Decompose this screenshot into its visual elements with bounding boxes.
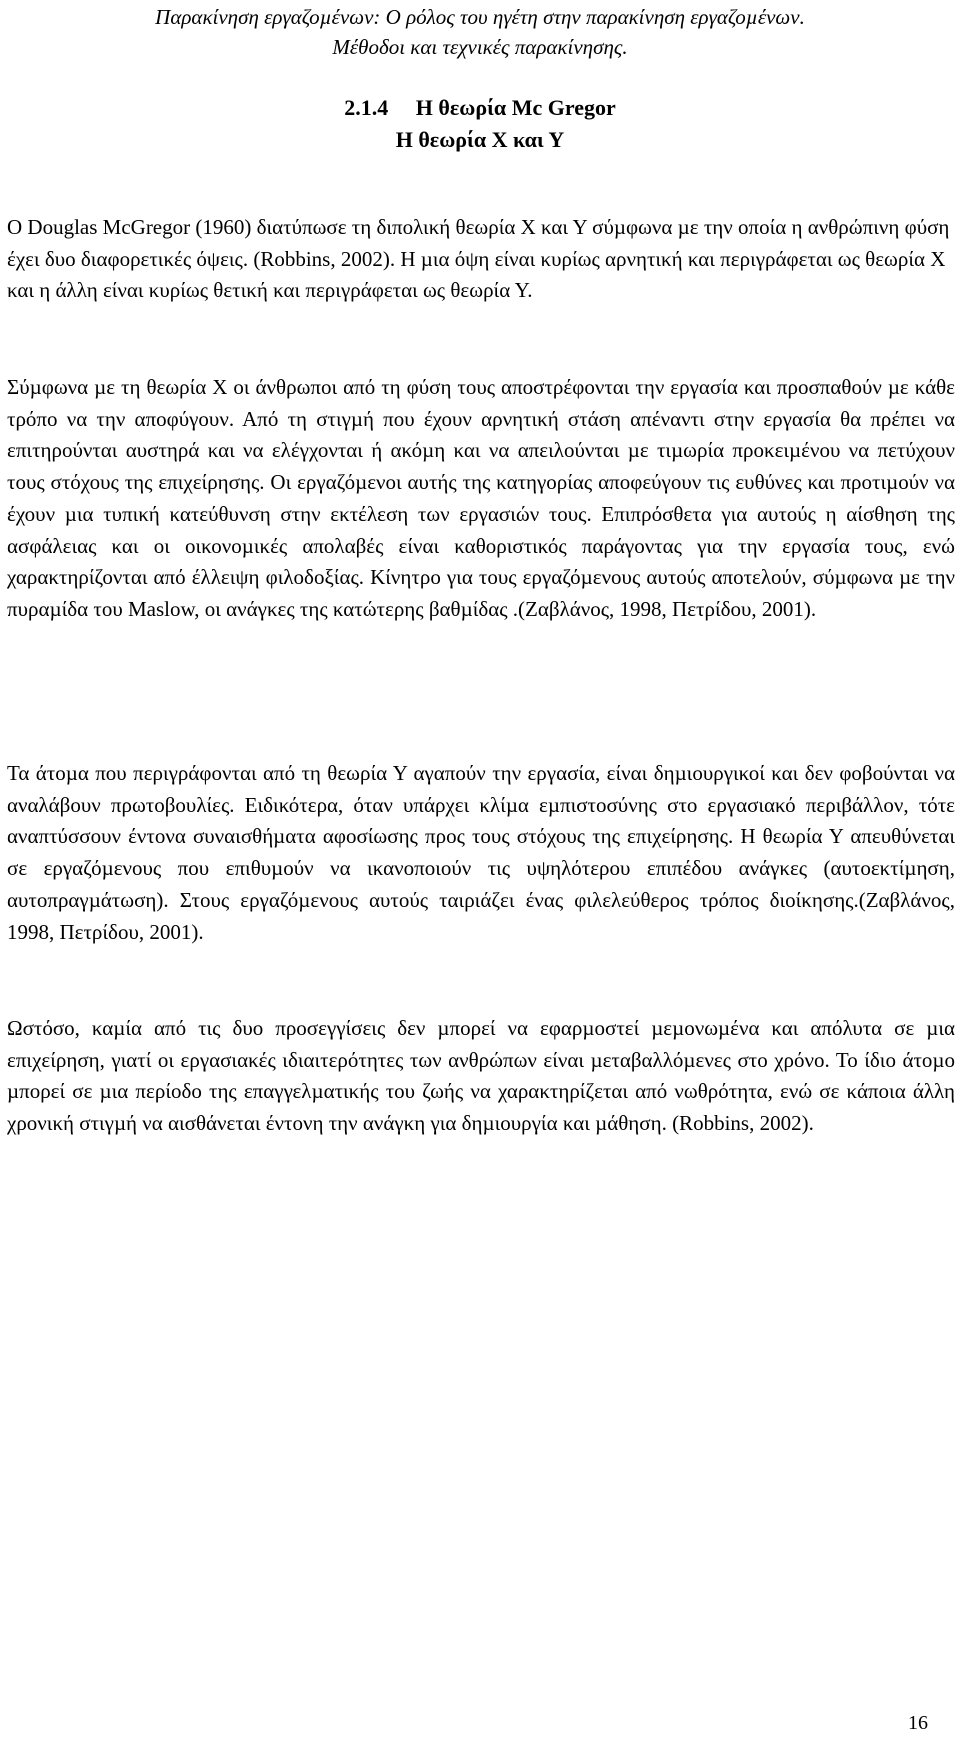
running-header xyxy=(40,2,920,62)
paragraph-theory-y: Τα άτοµα που περιγράφονται από τη θεωρία Υ αγαπούν την εργασία, είναι δηµιουργικοί και δεν φοβούνται να αναλάβουν πρωτοβουλίες. Ειδικότερα, όταν υπάρχει κλίµα εµπιστοσύνης στο εργασιακό περιβάλλον, τότε αναπτύσσουν έντονα συναισθήµατα αφοσίωσης προς τους στόχους της επιχείρησης. Η θεωρία Υ απευθύνεται σε εργαζόµενους που επιθυµούν να ικανοποιούν τις υψηλότερου επιπέδου ανάγκες (αυτοεκτίµηση, αυτοπραγµάτωση). Στους εργαζόµενους αυτούς ταιριάζει ένας φιλελεύθερος τρόπος διοίκησης.(Ζαβλάνος, 1998, Πετρίδου, 2001). xyxy=(7,761,955,944)
page-number: 16 xyxy=(908,1712,928,1734)
running-header-line-1: Παρακίνηση εργαζοµένων: Ο ρόλος του ηγέτη στην παρακίνηση εργαζοµένων. xyxy=(155,5,805,29)
section-heading xyxy=(0,92,960,156)
paragraph-theory-x: Σύµφωνα µε τη θεωρία Χ οι άνθρωποι από τη φύση τους αποστρέφονται την εργασία και προσπαθούν µε κάθε τρόπο να την αποφύγουν. Από τη στιγµή που έχουν αρνητική στάση απέναντι στην εργασία θα πρέπει να επιτηρούνται αυστηρά και να ελέγχονται ή ακόµη και να απειλούνται µε τιµωρία προκειµένου να πετύχουν τους στόχους της επιχείρησης. Οι εργαζόµενοι αυτής της κατηγορίας αποφεύγουν τις ευθύνες και προτιµούν να έχουν µια τυπική κατεύθυνση στην εκτέλεση των εργασιών τους. Επιπρόσθετα για αυτούς η αίσθηση της ασφάλειας και οι οικονοµικές απολαβές είναι καθοριστικός παράγοντας για την εργασία τους, ενώ χαρακτηρίζονται από έλλειψη φιλοδοξίας. Κίνητρο για τους εργαζόµενους αυτούς αποτελούν, σύµφωνα µε την πυραµίδα του Maslow, οι ανάγκες της κατώτερης βαθµίδας .(Ζαβλάνος, 1998, Πετρίδου, 2001). xyxy=(7,375,955,621)
paragraph-conclusion: Ωστόσο, καµία από τις δυο προσεγγίσεις δεν µπορεί να εφαρµοστεί µεµονωµένα και απόλυτα σε µια επιχείρηση, γιατί οι εργασιακές ιδιαιτερότητες των ανθρώπων είναι µεταβαλλόµενες στο χρόνο. Το ίδιο άτοµο µπορεί σε µια περίοδο της επαγγελµατικής του ζωής να χαρακτηρίζεται από νωθρότητα, ενώ σε κάποια άλλη χρονική στιγµή να αισθάνεται έντονη την ανάγκη για δηµιουργία και µάθηση. (Robbins, 2002). xyxy=(7,1016,955,1136)
paragraph-intro: Ο Douglas McGregor (1960) διατύπωσε τη διπολική θεωρία Χ και Υ σύµφωνα µε την οποία η ανθρώπινη φύση έχει δυο διαφορετικές όψεις. (Robbins, 2002). Η µια όψη είναι κυρίως αρνητική και περιγράφεται ως θεωρία Χ και η άλλη είναι κυρίως θετική και περιγράφεται ως θεωρία Υ. xyxy=(7,215,950,303)
section-heading-line-2: Η θεωρία Χ και Υ xyxy=(395,127,565,152)
section-heading-line-1: 2.1.4 Η θεωρία Mc Gregor xyxy=(344,95,616,120)
running-header-line-2: Μέθοδοι και τεχνικές παρακίνησης. xyxy=(332,35,628,59)
